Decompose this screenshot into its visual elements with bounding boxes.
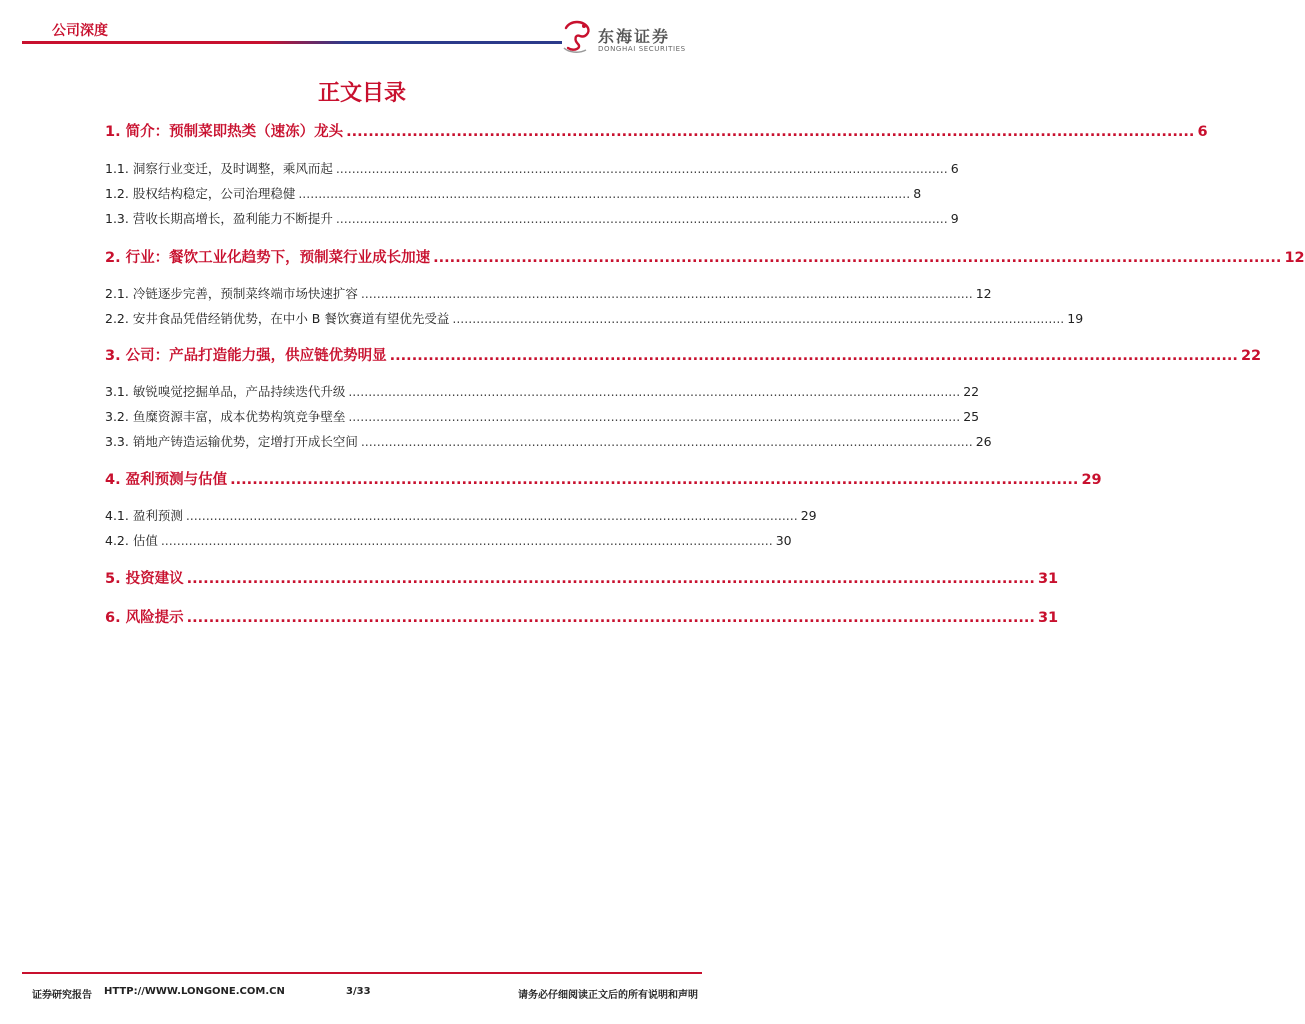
toc-entry[interactable] — [105, 309, 1084, 327]
toc-entry-label: 2.2. 安井食品凭借经销优势，在中小 B 餐饮赛道有望优先受益 — [105, 311, 450, 326]
toc-entry-label: 1.2. 股权结构稳定，公司治理稳健 — [105, 186, 296, 201]
toc-leader: .......................................................................................................................................................... — [360, 434, 973, 449]
toc-entry-page: 25 — [963, 409, 980, 424]
brand-name-en: DONGHAI SECURITIES — [598, 45, 686, 53]
toc-entry-page: 12 — [975, 286, 992, 301]
brand-logo — [560, 18, 710, 58]
toc-entry-page: 31 — [1037, 610, 1059, 626]
toc-entry-page: 6 — [950, 161, 959, 176]
toc-entry-page: 9 — [950, 211, 959, 226]
footer-report-label: 证券研究报告 — [32, 990, 92, 1001]
toc-entry-page: 19 — [1067, 311, 1084, 326]
toc-entry-label: 2. 行业：餐饮工业化趋势下，预制菜行业成长加速 — [105, 250, 431, 266]
toc-entry[interactable] — [105, 468, 1102, 489]
brand-name-cn: 东海证券 — [598, 27, 671, 46]
footer-url-link[interactable]: HTTP://WWW.LONGONE.COM.CN — [104, 986, 285, 997]
toc-entry[interactable] — [105, 209, 959, 227]
toc-entry-page: 12 — [1284, 250, 1305, 266]
toc-entry[interactable] — [105, 567, 1059, 588]
toc-entry-label: 4. 盈利预测与估值 — [105, 472, 228, 488]
toc-leader: .......................................................................................................................................................... — [348, 409, 961, 424]
toc-leader: .......................................................................................................................................................... — [389, 348, 1238, 364]
toc-leader: .......................................................................................................................................................... — [360, 286, 973, 301]
toc-leader: .......................................................................................................................................................... — [160, 533, 773, 548]
toc-entry-label: 1. 简介：预制菜即热类（速冻）龙头 — [105, 124, 344, 140]
toc-entry-page: 22 — [963, 384, 980, 399]
toc-leader: .......................................................................................................................................................... — [186, 610, 1035, 626]
toc-entry-label: 3.1. 敏锐嗅觉挖掘单品，产品持续迭代升级 — [105, 384, 346, 399]
toc-entry-page: 30 — [775, 533, 792, 548]
toc-entry-page: 31 — [1037, 571, 1059, 587]
toc-leader: .......................................................................................................................................................... — [230, 472, 1079, 488]
toc-entry-label: 6. 风险提示 — [105, 610, 184, 626]
toc-entry-page: 29 — [1081, 472, 1102, 488]
toc-entry-page: 29 — [800, 508, 817, 523]
toc-leader: .......................................................................................................................................................... — [433, 250, 1282, 266]
toc-entry-label: 1.3. 营收长期高增长，盈利能力不断提升 — [105, 211, 333, 226]
toc-entry-label: 3.2. 鱼糜资源丰富，成本优势构筑竞争壁垒 — [105, 409, 346, 424]
toc-entry-label: 1.1. 洞察行业变迁，及时调整，乘风而起 — [105, 161, 333, 176]
toc-entry-page: 8 — [913, 186, 922, 201]
footer-disclaimer: 请务必仔细阅读正文后的所有说明和声明 — [518, 990, 698, 1001]
toc-entry[interactable] — [105, 120, 1208, 141]
toc-leader: .......................................................................................................................................................... — [452, 311, 1065, 326]
toc-entry-label: 5. 投资建议 — [105, 571, 184, 587]
toc-entry[interactable] — [105, 606, 1059, 627]
dragon-seal-icon — [560, 18, 594, 54]
toc-entry[interactable] — [105, 284, 992, 302]
toc-entry-page: 26 — [975, 434, 992, 449]
toc-entry-label: 3. 公司：产品打造能力强，供应链优势明显 — [105, 348, 387, 364]
header-rule — [22, 41, 562, 44]
toc-entry[interactable] — [105, 184, 922, 202]
footer-page-number: 3/33 — [346, 986, 371, 997]
footer-rule — [22, 972, 702, 974]
header-section-label: 公司深度 — [52, 23, 108, 39]
toc-leader: .......................................................................................................................................................... — [346, 124, 1195, 140]
toc-leader: .......................................................................................................................................................... — [185, 508, 798, 523]
toc-entry[interactable] — [105, 382, 980, 400]
toc-entry-page: 22 — [1240, 348, 1262, 364]
toc-leader: .......................................................................................................................................................... — [298, 186, 911, 201]
toc-entry-label: 3.3. 销地产铸造运输优势，定增打开成长空间 — [105, 434, 358, 449]
toc-entry-page: 6 — [1197, 124, 1208, 140]
toc-leader: .......................................................................................................................................................... — [186, 571, 1035, 587]
toc-entry[interactable] — [105, 246, 1305, 267]
toc-entry[interactable] — [105, 531, 792, 549]
toc-entry-label: 4.1. 盈利预测 — [105, 508, 183, 523]
toc-leader: .......................................................................................................................................................... — [335, 161, 948, 176]
toc-entry[interactable] — [105, 344, 1262, 365]
toc-entry[interactable] — [105, 506, 817, 524]
page-title: 正文目录 — [317, 81, 406, 106]
toc-entry-label: 4.2. 估值 — [105, 533, 158, 548]
toc-leader: .......................................................................................................................................................... — [348, 384, 961, 399]
toc-entry[interactable] — [105, 159, 959, 177]
toc-entry[interactable] — [105, 407, 980, 425]
toc-leader: .......................................................................................................................................................... — [335, 211, 948, 226]
toc-entry-label: 2.1. 冷链逐步完善，预制菜终端市场快速扩容 — [105, 286, 358, 301]
toc-entry[interactable] — [105, 432, 992, 450]
